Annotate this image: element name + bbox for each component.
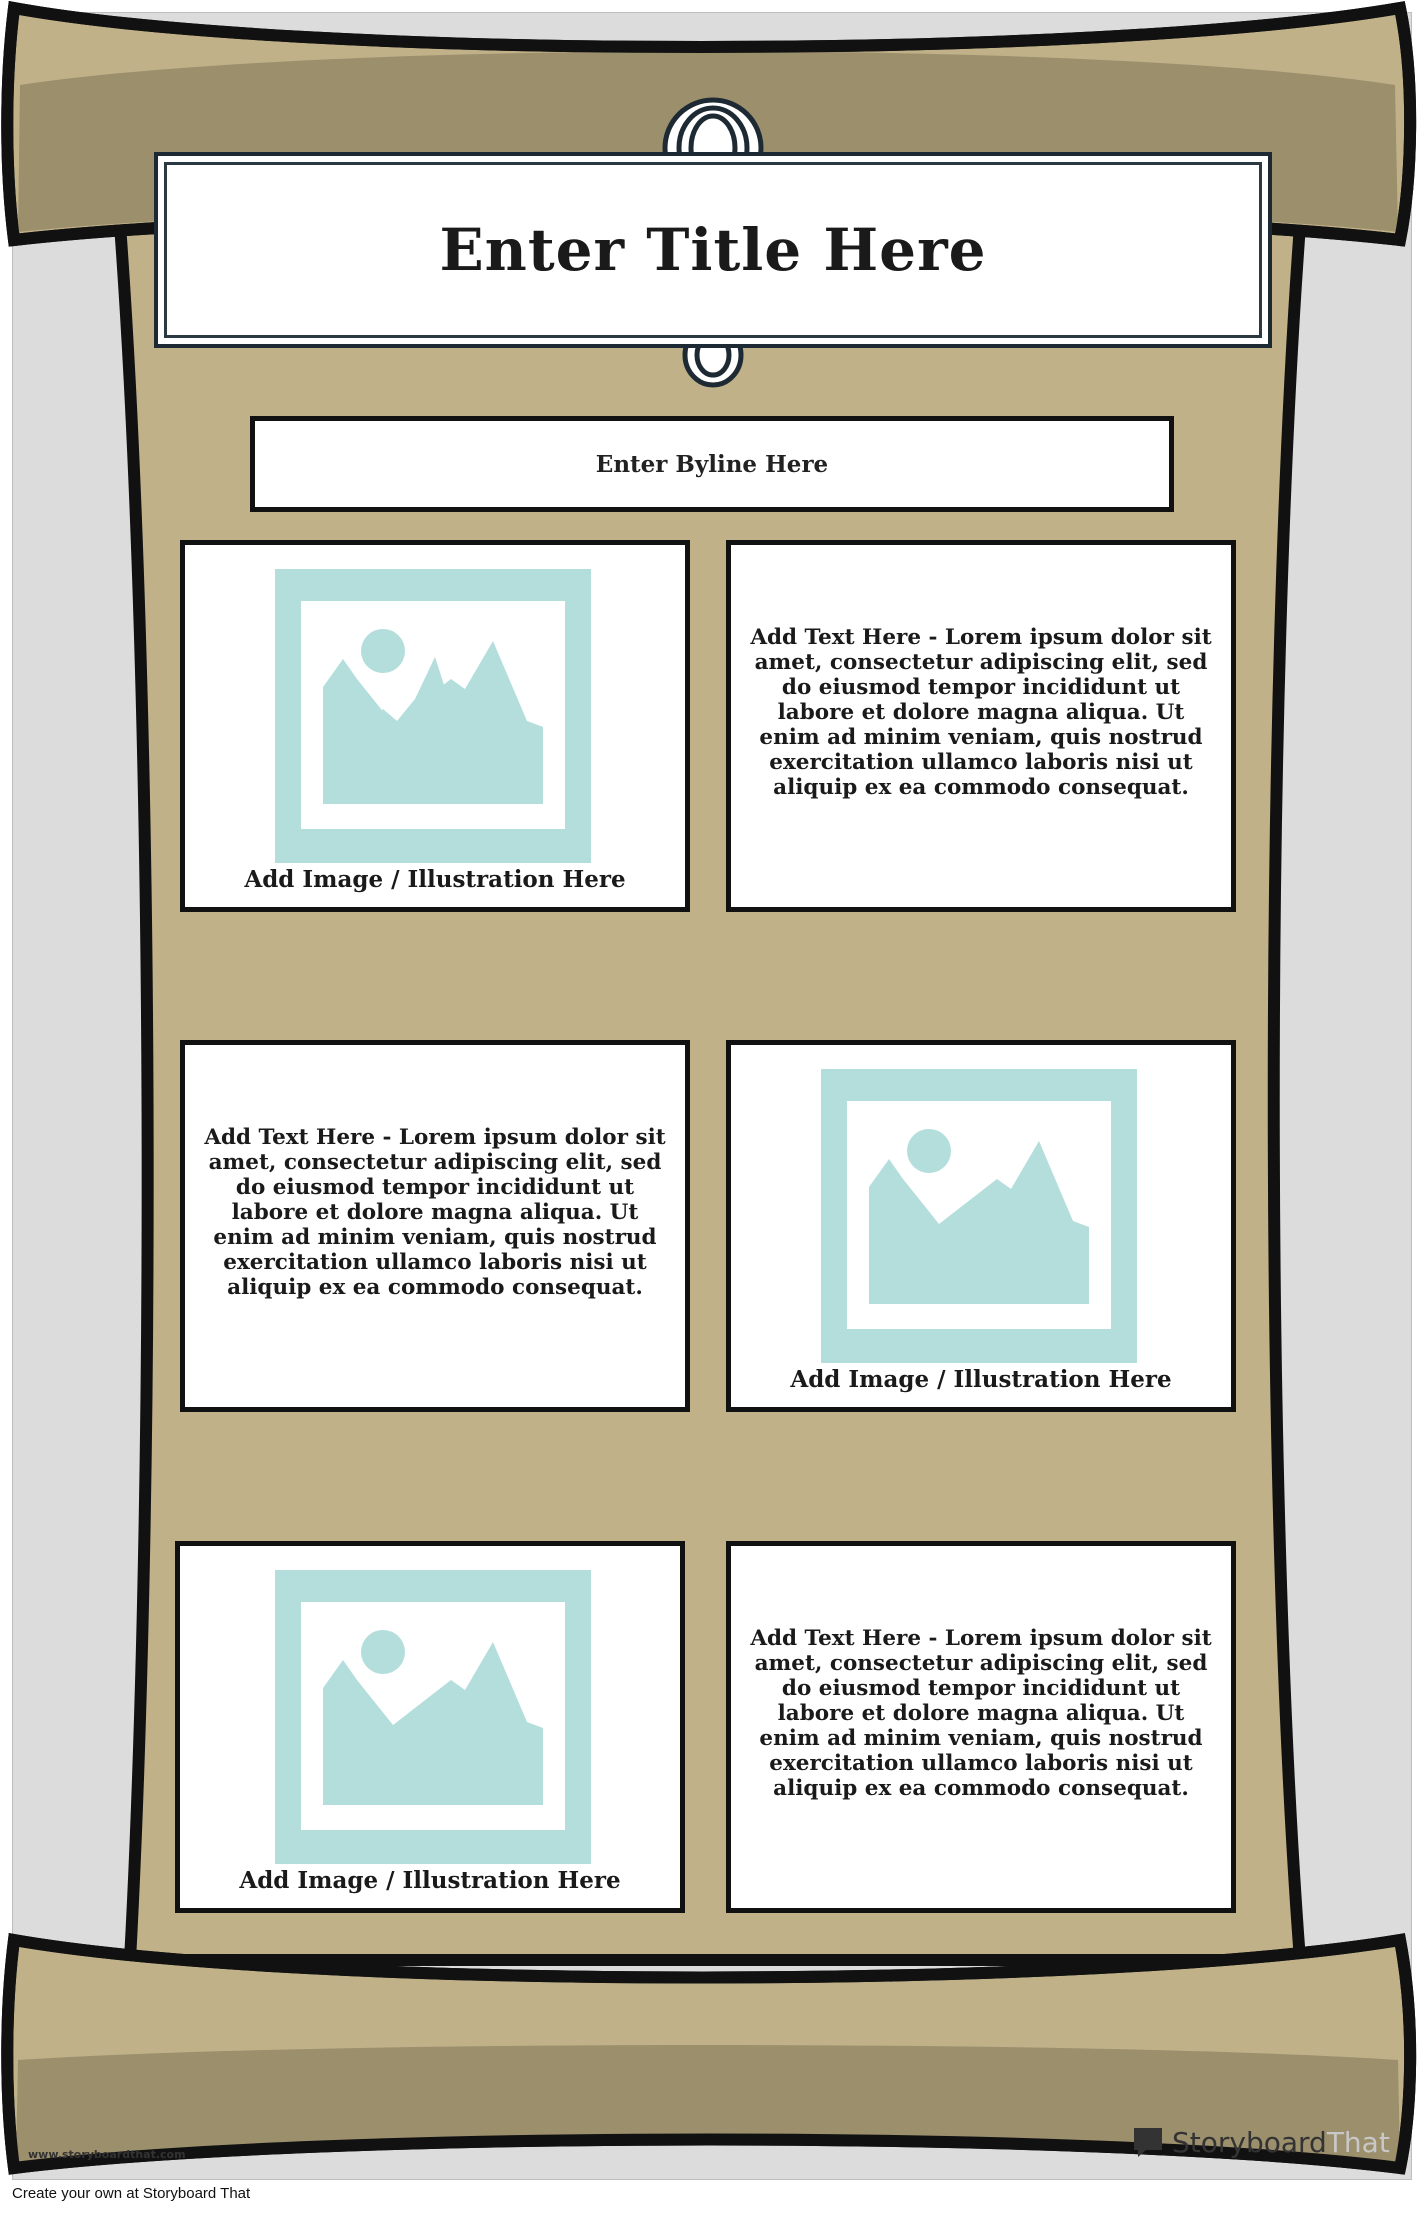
poster-title: Enter Title Here (439, 216, 987, 284)
byline-box[interactable] (250, 416, 1174, 512)
image-caption: Add Image / Illustration Here (239, 1867, 621, 1894)
image-placeholder-icon (275, 1570, 591, 1864)
logo-primary-text: Storyboard (1172, 2125, 1327, 2159)
image-panel[interactable] (726, 1040, 1236, 1412)
panel-text: Add Text Here - Lorem ipsum dolor sit amet, consectetur adipiscing elit, sed do eiusmod tempor incididunt ut labore et dolore magna aliqua. Ut enim ad minim veniam, quis nostrud exercitation ullamco laboris nisi ut aliquip ex ea commodo consequat. (204, 1124, 666, 1300)
text-panel[interactable] (726, 540, 1236, 912)
image-panel[interactable] (180, 540, 690, 912)
image-placeholder-icon (821, 1069, 1137, 1363)
watermark-url: www.storyboardthat.com (28, 2148, 186, 2161)
text-panel[interactable] (726, 1541, 1236, 1913)
image-caption: Add Image / Illustration Here (790, 1366, 1172, 1393)
panel-text: Add Text Here - Lorem ipsum dolor sit amet, consectetur adipiscing elit, sed do eiusmod tempor incididunt ut labore et dolore magna aliqua. Ut enim ad minim veniam, quis nostrud exercitation ullamco laboris nisi ut aliquip ex ea commodo consequat. (750, 1625, 1212, 1801)
logo-secondary-text: That (1326, 2125, 1390, 2159)
speech-bubble-logo-icon (1130, 2124, 1166, 2160)
image-caption: Add Image / Illustration Here (244, 866, 626, 893)
title-box[interactable] (154, 152, 1272, 348)
panel-text: Add Text Here - Lorem ipsum dolor sit amet, consectetur adipiscing elit, sed do eiusmod tempor incididunt ut labore et dolore magna aliqua. Ut enim ad minim veniam, quis nostrud exercitation ullamco laboris nisi ut aliquip ex ea commodo consequat. (750, 624, 1212, 800)
text-panel[interactable] (180, 1040, 690, 1412)
poster-byline: Enter Byline Here (595, 450, 829, 478)
storyboardthat-logo (1130, 2122, 1390, 2162)
image-panel[interactable] (175, 1541, 685, 1913)
footer-credit[interactable]: Create your own at Storyboard That (12, 2185, 251, 2202)
image-placeholder-icon (275, 569, 591, 863)
